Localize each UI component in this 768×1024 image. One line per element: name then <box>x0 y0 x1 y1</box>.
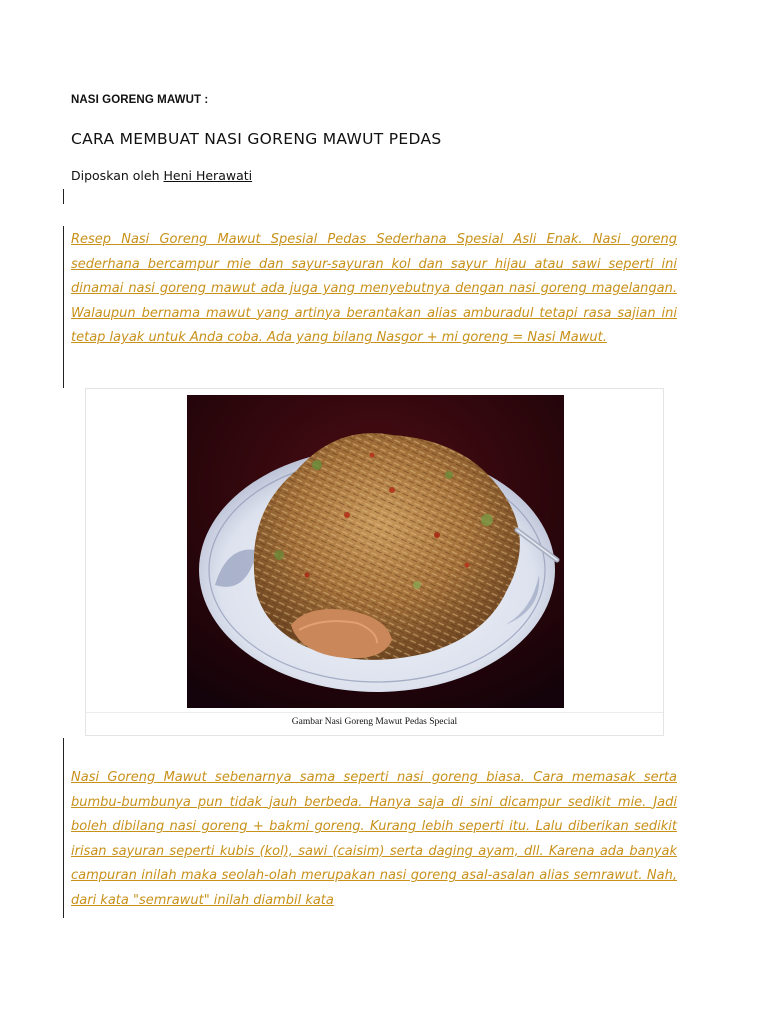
figure-divider <box>86 712 663 713</box>
byline-prefix: Diposkan oleh <box>71 168 160 183</box>
margin-bar <box>63 189 64 204</box>
margin-bar <box>63 738 64 918</box>
figure-caption: Gambar Nasi Goreng Mawut Pedas Special <box>291 717 458 727</box>
pre-title: NASI GORENG MAWUT : <box>71 94 209 106</box>
page-title: CARA MEMBUAT NASI GORENG MAWUT PEDAS <box>71 130 442 148</box>
author-link[interactable]: Heni Herawati <box>163 168 253 183</box>
margin-bar <box>63 226 64 388</box>
body-paragraph-link[interactable]: Nasi Goreng Mawut sebenarnya sama seperti nasi goreng biasa. Cara memasak serta bumbu-bumbunya pun tidak jauh berbeda. Hanya saja di sini dicampur sedikit mie. Jadi boleh dibilang nasi goreng + bakmi goreng. Kurang lebih seperti itu. Lalu diberikan sedikit irisan sayuran seperti kubis (kol), sawi (caisim) serta daging ayam, dll. Karena ada banyak campuran inilah maka seolah-olah merupakan nasi goreng asal-asalan alias semrawut. Nah, dari kata "semrawut" inilah diambil kata <box>71 770 677 908</box>
figure-box <box>85 388 664 736</box>
intro-paragraph-link[interactable]: Resep Nasi Goreng Mawut Spesial Pedas Sederhana Spesial Asli Enak. Nasi goreng sederhana bercampur mie dan sayur-sayuran kol dan sayur hijau atau sawi seperti ini dinamai nasi goreng mawut ada juga yang menyebutnya dengan nasi goreng magelangan. Walaupun bernama mawut yang artinya berantakan alias amburadul tetapi rasa sajian ini tetap layak untuk Anda coba. Ada yang bilang Nasgor + mi goreng = Nasi Mawut. <box>71 232 677 346</box>
nasi-goreng-photo <box>187 395 564 708</box>
byline <box>71 168 252 183</box>
